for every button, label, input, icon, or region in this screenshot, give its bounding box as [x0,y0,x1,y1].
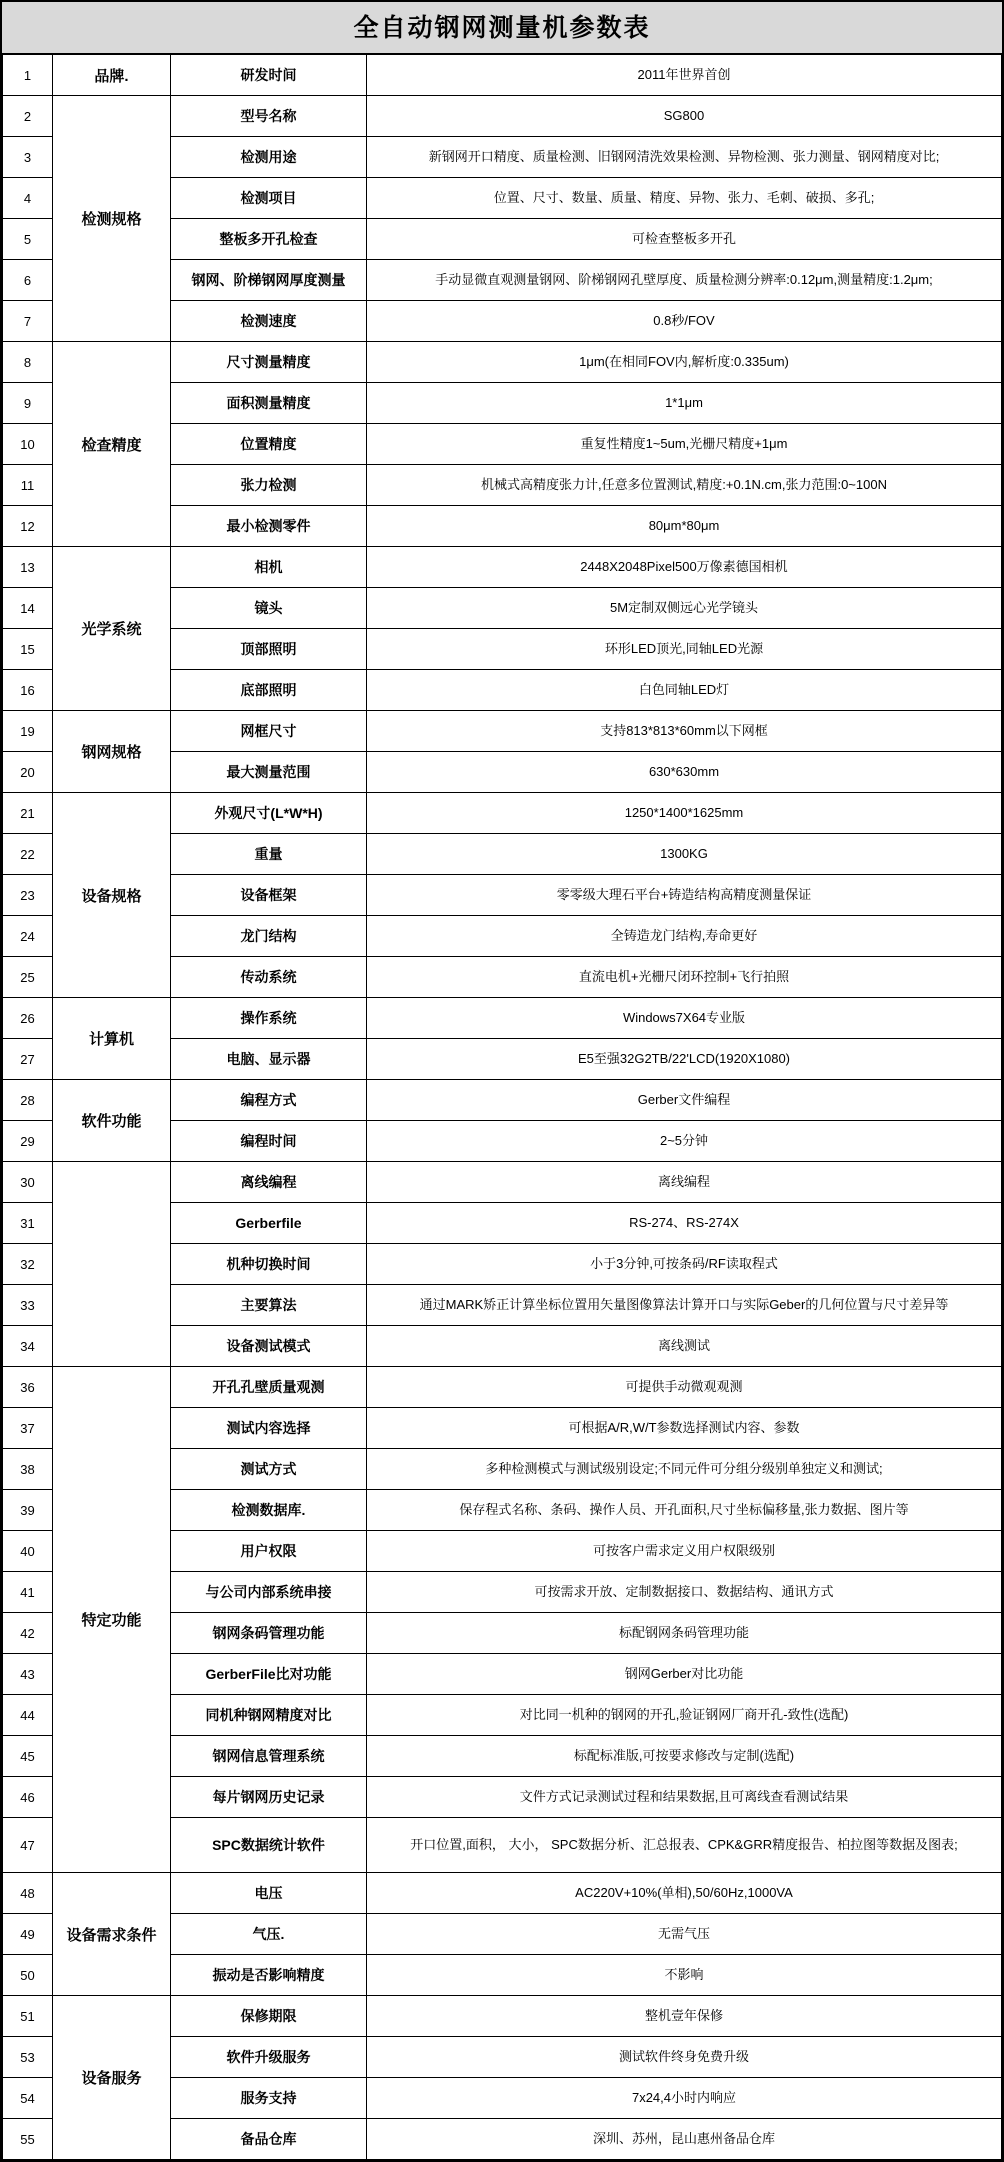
row-number: 1 [3,55,53,96]
parameter-name-cell: 振动是否影响精度 [171,1955,367,1996]
table-row [3,793,1002,834]
table-row [3,55,1002,96]
parameter-value-cell: 80μm*80μm [367,506,1002,547]
category-cell: 计算机 [53,998,171,1080]
page-title: 全自动钢网测量机参数表 [2,2,1002,54]
row-number: 31 [3,1203,53,1244]
row-number: 19 [3,711,53,752]
parameter-value-cell: 标配钢网条码管理功能 [367,1613,1002,1654]
parameter-name-cell: 相机 [171,547,367,588]
row-number: 22 [3,834,53,875]
parameter-value-cell: 离线测试 [367,1326,1002,1367]
row-number: 30 [3,1162,53,1203]
parameter-name-cell: 传动系统 [171,957,367,998]
table-row [3,1996,1002,2037]
parameter-value-cell: 零零级大理石平台+铸造结构高精度测量保证 [367,875,1002,916]
parameter-name-cell: 钢网条码管理功能 [171,1613,367,1654]
parameter-value-cell: 新钢网开口精度、质量检测、旧钢网清洗效果检测、异物检测、张力测量、钢网精度对比; [367,137,1002,178]
parameter-name-cell: 服务支持 [171,2078,367,2119]
parameter-value-cell: 钢网Gerber对比功能 [367,1654,1002,1695]
row-number: 5 [3,219,53,260]
parameter-name-cell: GerberFile比对功能 [171,1654,367,1695]
category-cell: 检查精度 [53,342,171,547]
parameter-value-cell: 文件方式记录测试过程和结果数据,且可离线查看测试结果 [367,1777,1002,1818]
parameter-value-cell: 1*1μm [367,383,1002,424]
row-number: 11 [3,465,53,506]
parameter-value-cell: 测试软件终身免费升级 [367,2037,1002,2078]
category-cell: 设备需求条件 [53,1873,171,1996]
parameter-name-cell: 面积测量精度 [171,383,367,424]
parameter-name-cell: 电压 [171,1873,367,1914]
row-number: 32 [3,1244,53,1285]
category-cell: 设备规格 [53,793,171,998]
row-number: 26 [3,998,53,1039]
parameter-name-cell: 位置精度 [171,424,367,465]
row-number: 27 [3,1039,53,1080]
row-number: 44 [3,1695,53,1736]
parameter-name-cell: 电脑、显示器 [171,1039,367,1080]
parameter-name-cell: 底部照明 [171,670,367,711]
category-cell: 特定功能 [53,1367,171,1873]
parameter-name-cell: 编程时间 [171,1121,367,1162]
parameter-value-cell: 可提供手动微观观测 [367,1367,1002,1408]
row-number: 8 [3,342,53,383]
parameter-name-cell: 测试方式 [171,1449,367,1490]
parameter-name-cell: 软件升级服务 [171,2037,367,2078]
table-row [3,1162,1002,1203]
parameter-value-cell: 2448X2048Pixel500万像素德国相机 [367,547,1002,588]
parameter-name-cell: 镜头 [171,588,367,629]
parameter-name-cell: 最小检测零件 [171,506,367,547]
spec-table [2,54,1002,2160]
row-number: 24 [3,916,53,957]
spec-table-body [3,55,1002,2160]
parameter-value-cell: 对比同一机种的钢网的开孔,验证钢网厂商开孔-致性(选配) [367,1695,1002,1736]
parameter-value-cell: 支持813*813*60mm以下网框 [367,711,1002,752]
parameter-name-cell: 张力检测 [171,465,367,506]
parameter-name-cell: 测试内容选择 [171,1408,367,1449]
row-number: 13 [3,547,53,588]
parameter-name-cell: 检测速度 [171,301,367,342]
parameter-value-cell: 不影响 [367,1955,1002,1996]
row-number: 20 [3,752,53,793]
parameter-name-cell: 设备测试模式 [171,1326,367,1367]
parameter-value-cell: 多种检测模式与测试级别设定;不同元件可分组分级别单独定义和测试; [367,1449,1002,1490]
parameter-name-cell: 开孔孔壁质量观测 [171,1367,367,1408]
parameter-name-cell: 检测数据库. [171,1490,367,1531]
parameter-name-cell: 同机种钢网精度对比 [171,1695,367,1736]
row-number: 16 [3,670,53,711]
table-row [3,998,1002,1039]
parameter-value-cell: 环形LED顶光,同轴LED光源 [367,629,1002,670]
parameter-value-cell: 2011年世界首创 [367,55,1002,96]
parameter-value-cell: 整机壹年保修 [367,1996,1002,2037]
parameter-name-cell: 外观尺寸(L*W*H) [171,793,367,834]
row-number: 14 [3,588,53,629]
parameter-value-cell: 可按需求开放、定制数据接口、数据结构、通讯方式 [367,1572,1002,1613]
parameter-value-cell: Windows7X64专业版 [367,998,1002,1039]
row-number: 21 [3,793,53,834]
table-row [3,1873,1002,1914]
parameter-value-cell: 630*630mm [367,752,1002,793]
parameter-value-cell: 1μm(在相同FOV内,解析度:0.335um) [367,342,1002,383]
row-number: 4 [3,178,53,219]
parameter-name-cell: 气压. [171,1914,367,1955]
row-number: 43 [3,1654,53,1695]
parameter-value-cell: 2~5分钟 [367,1121,1002,1162]
parameter-name-cell: 型号名称 [171,96,367,137]
parameter-name-cell: 操作系统 [171,998,367,1039]
parameter-value-cell: 标配标准版,可按要求修改与定制(选配) [367,1736,1002,1777]
parameter-value-cell: SG800 [367,96,1002,137]
parameter-name-cell: 设备框架 [171,875,367,916]
parameter-value-cell: 保存程式名称、条码、操作人员、开孔面积,尺寸坐标偏移量,张力数据、图片等 [367,1490,1002,1531]
table-row [3,1080,1002,1121]
parameter-value-cell: 小于3分钟,可按条码/RF读取程式 [367,1244,1002,1285]
table-row [3,1367,1002,1408]
parameter-name-cell: SPC数据统计软件 [171,1818,367,1873]
parameter-name-cell: 主要算法 [171,1285,367,1326]
row-number: 38 [3,1449,53,1490]
parameter-name-cell: 顶部照明 [171,629,367,670]
parameter-value-cell: 1250*1400*1625mm [367,793,1002,834]
parameter-name-cell: 钢网、阶梯钢网厚度测量 [171,260,367,301]
parameter-name-cell: 用户权限 [171,1531,367,1572]
parameter-value-cell: 深圳、苏州，昆山惠州备品仓库 [367,2119,1002,2160]
parameter-value-cell: RS-274、RS-274X [367,1203,1002,1244]
parameter-name-cell: 保修期限 [171,1996,367,2037]
row-number: 34 [3,1326,53,1367]
row-number: 9 [3,383,53,424]
category-cell: 检测规格 [53,96,171,342]
parameter-name-cell: 龙门结构 [171,916,367,957]
row-number: 15 [3,629,53,670]
parameter-value-cell: 全铸造龙门结构,寿命更好 [367,916,1002,957]
parameter-name-cell: 备品仓库 [171,2119,367,2160]
category-cell: 品牌. [53,55,171,96]
parameter-name-cell: 检测用途 [171,137,367,178]
parameter-name-cell: 钢网信息管理系统 [171,1736,367,1777]
row-number: 28 [3,1080,53,1121]
parameter-value-cell: 可检查整板多开孔 [367,219,1002,260]
category-cell: 光学系统 [53,547,171,711]
category-cell: 设备服务 [53,1996,171,2160]
row-number: 10 [3,424,53,465]
row-number: 29 [3,1121,53,1162]
parameter-value-cell: 0.8秒/FOV [367,301,1002,342]
category-cell: 钢网规格 [53,711,171,793]
row-number: 51 [3,1996,53,2037]
category-cell [53,1162,171,1367]
row-number: 42 [3,1613,53,1654]
parameter-value-cell: 离线编程 [367,1162,1002,1203]
row-number: 23 [3,875,53,916]
row-number: 7 [3,301,53,342]
parameter-value-cell: AC220V+10%(单相),50/60Hz,1000VA [367,1873,1002,1914]
table-row [3,547,1002,588]
table-row [3,711,1002,752]
table-row [3,342,1002,383]
parameter-name-cell: Gerberfile [171,1203,367,1244]
parameter-value-cell: Gerber文件编程 [367,1080,1002,1121]
row-number: 50 [3,1955,53,1996]
row-number: 55 [3,2119,53,2160]
parameter-name-cell: 每片钢网历史记录 [171,1777,367,1818]
row-number: 2 [3,96,53,137]
parameter-value-cell: 可按客户需求定义用户权限级别 [367,1531,1002,1572]
row-number: 6 [3,260,53,301]
parameter-value-cell: 通过MARK矫正计算坐标位置用矢量图像算法计算开口与实际Geber的几何位置与尺寸差异等 [367,1285,1002,1326]
parameter-value-cell: 机械式高精度张力计,任意多位置测试,精度:+0.1N.cm,张力范围:0~100N [367,465,1002,506]
parameter-value-cell: 无需气压 [367,1914,1002,1955]
parameter-value-cell: 1300KG [367,834,1002,875]
parameter-name-cell: 编程方式 [171,1080,367,1121]
parameter-name-cell: 检测项目 [171,178,367,219]
category-cell: 软件功能 [53,1080,171,1162]
parameter-value-cell: 重复性精度1~5um,光栅尺精度+1μm [367,424,1002,465]
parameter-value-cell: 5M定制双侧远心光学镜头 [367,588,1002,629]
parameter-value-cell: E5至强32G2TB/22'LCD(1920X1080) [367,1039,1002,1080]
row-number: 36 [3,1367,53,1408]
row-number: 12 [3,506,53,547]
table-row [3,96,1002,137]
parameter-name-cell: 整板多开孔检查 [171,219,367,260]
row-number: 45 [3,1736,53,1777]
parameter-name-cell: 尺寸测量精度 [171,342,367,383]
parameter-name-cell: 网框尺寸 [171,711,367,752]
parameter-value-cell: 开口位置,面积， 大小， SPC数据分析、汇总报表、CPK&GRR精度报告、柏拉图等数据及图表; [367,1818,1002,1873]
parameter-value-cell: 位置、尺寸、数量、质量、精度、异物、张力、毛刺、破损、多孔; [367,178,1002,219]
row-number: 54 [3,2078,53,2119]
row-number: 3 [3,137,53,178]
parameter-name-cell: 离线编程 [171,1162,367,1203]
row-number: 49 [3,1914,53,1955]
parameter-value-cell: 白色同轴LED灯 [367,670,1002,711]
parameter-name-cell: 与公司内部系统串接 [171,1572,367,1613]
parameter-name-cell: 重量 [171,834,367,875]
parameter-value-cell: 可根据A/R,W/T参数选择测试内容、参数 [367,1408,1002,1449]
row-number: 33 [3,1285,53,1326]
parameter-name-cell: 机种切换时间 [171,1244,367,1285]
row-number: 53 [3,2037,53,2078]
parameter-value-cell: 7x24,4小时内响应 [367,2078,1002,2119]
parameter-value-cell: 直流电机+光栅尺闭环控制+飞行拍照 [367,957,1002,998]
row-number: 47 [3,1818,53,1873]
row-number: 46 [3,1777,53,1818]
row-number: 25 [3,957,53,998]
row-number: 37 [3,1408,53,1449]
row-number: 41 [3,1572,53,1613]
row-number: 40 [3,1531,53,1572]
row-number: 48 [3,1873,53,1914]
parameter-name-cell: 研发时间 [171,55,367,96]
parameter-value-cell: 手动显微直观测量钢网、阶梯钢网孔壁厚度、质量检测分辨率:0.12μm,测量精度:1.2μm; [367,260,1002,301]
parameter-name-cell: 最大测量范围 [171,752,367,793]
row-number: 39 [3,1490,53,1531]
